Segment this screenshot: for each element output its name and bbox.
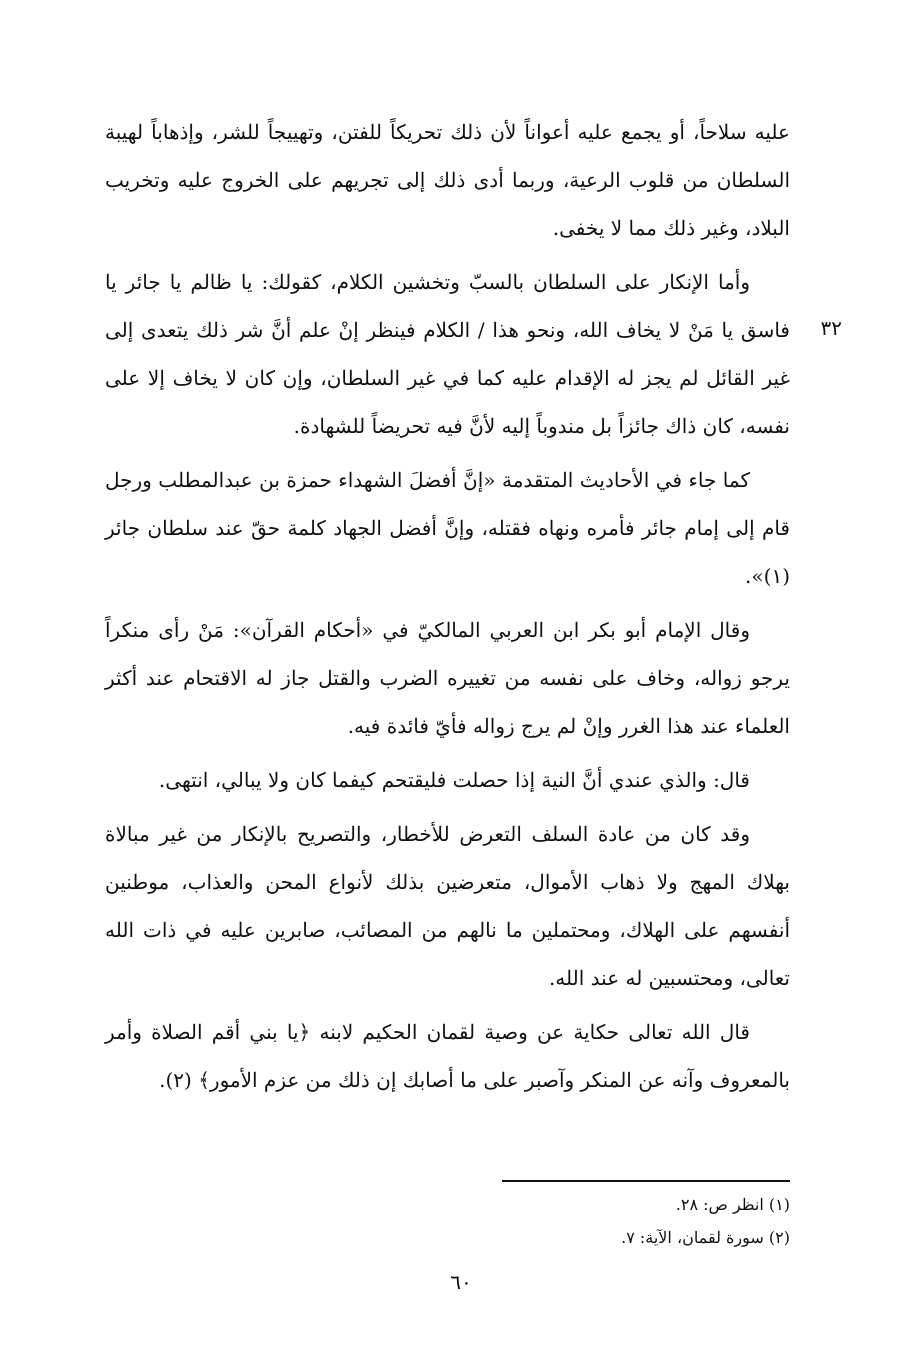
main-text [105,108,790,1110]
paragraph-7: قال الله تعالى حكاية عن وصية لقمان الحكيم لابنه ﴿يا بني أقم الصلاة وأمر بالمعروف وآنه عن المنكر وآصبر على ما أصابك إن ذلك من عزم الأمور﴾ (٢). [105,1020,790,1092]
footnote-2: (٢) سورة لقمان، الآية: ٧. [621,1228,790,1247]
paragraph-3: كما جاء في الأحاديث المتقدمة «إنَّ أفضلَ الشهداء حمزة بن عبدالمطلب ورجل قام إلى إمام جائر فأمره ونهاه فقتله، وإنَّ أفضل الجهاد كلمة حقّ عند سلطان جائر (١)». [105,468,790,588]
margin-page-reference: ٣٢ [820,316,842,340]
footnote-1: (١) انظر ص: ٢٨. [675,1195,790,1214]
paragraph-1: عليه سلاحاً، أو يجمع عليه أعواناً لأن ذلك تحريكاً للفتن، وتهييجاً للشر، وإذهاباً لهيبة السلطان من قلوب الرعية، وربما أدى ذلك إلى تجريهم على الخروج عليه وتخريب البلاد، وغير ذلك مما لا يخفى. [105,120,790,240]
paragraph-6: وقد كان من عادة السلف التعرض للأخطار، والتصريح بالإنكار من غير مبالاة بهلاك المهج ولا ذهاب الأموال، متعرضين بذلك لأنواع المحن والعذاب، موطنين أنفسهم على الهلاك، ومحتملين ما نالهم من المصائب، صابرين عليه في ذات الله تعالى، ومحتسبين له عند الله. [105,822,790,990]
page-number: ٦٠ [450,1270,472,1294]
footnotes [290,1188,790,1254]
footnote-divider [502,1180,790,1182]
paragraph-4: وقال الإمام أبو بكر ابن العربي المالكيّ في «أحكام القرآن»: مَنْ رأى منكراً يرجو زواله، وخاف على نفسه من تغييره الضرب والقتل جاز له الاقتحام عند أكثر العلماء عند هذا الغرر وإنْ لم يرج زواله فأيّ فائدة فيه. [105,618,790,738]
paragraph-5: قال: والذي عندي أنَّ النية إذا حصلت فليقتحم كيفما كان ولا يبالي، انتهى. [158,768,750,792]
paragraph-2: وأما الإنكار على السلطان بالسبّ وتخشين الكلام، كقولك: يا ظالم يا جائر يا فاسق يا مَنْ لا يخاف الله، ونحو هذا / الكلام فينظر إنْ علم أنَّ شر ذلك يتعدى إلى غير القائل لم يجز له الإقدام عليه كما في غير السلطان، وإن كان لا يخاف إلا على نفسه، كان ذاك جائزاً بل مندوباً إليه لأنَّ فيه تحريضاً للشهادة. [105,270,790,438]
